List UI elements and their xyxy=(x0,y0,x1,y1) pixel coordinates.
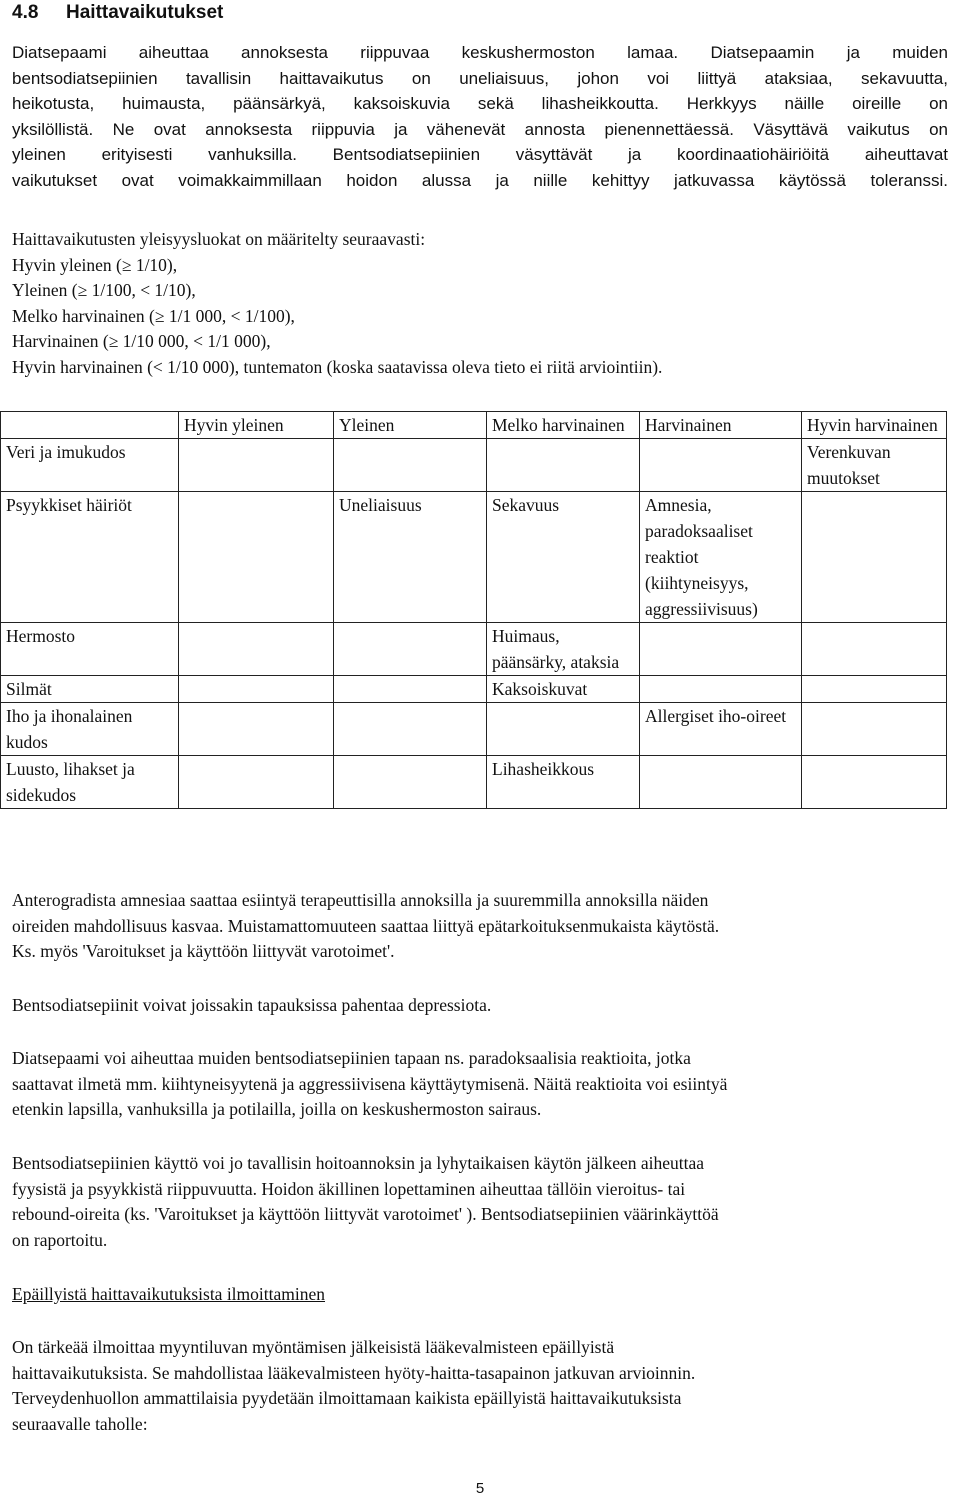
table-cell xyxy=(334,623,487,676)
paragraph-line: On tärkeää ilmoittaa myyntiluvan myöntämisen jälkeisistä lääkevalmisteen epäillyistä xyxy=(12,1337,615,1357)
table-cell xyxy=(802,756,947,809)
table-row-label: Silmät xyxy=(1,676,179,703)
table-cell: Lihasheikkous xyxy=(487,756,640,809)
table-cell xyxy=(334,439,487,492)
document-page xyxy=(12,0,948,377)
table-row-label: Iho ja ihonalainen kudos xyxy=(1,703,179,756)
paragraph-line: fyysistä ja psyykkistä riippuvuutta. Hoidon äkillinen lopettaminen aiheuttaa tällöin vieroitus- tai xyxy=(12,1178,686,1199)
table-row xyxy=(1,676,947,703)
table-cell xyxy=(802,623,947,676)
table-cell xyxy=(179,492,334,623)
table-header-cell: Melko harvinainen xyxy=(487,412,640,439)
table-cell xyxy=(334,676,487,703)
table-cell xyxy=(179,439,334,492)
section-title: Haittavaikutukset xyxy=(66,2,224,23)
reporting-paragraph xyxy=(12,1335,948,1437)
table-cell: Kaksoiskuvat xyxy=(487,676,640,703)
paragraph-line: Bentsodiatsepiinien käyttö voi jo tavallisin hoitoannoksin ja lyhytaikaisen käytön jälkeen aiheuttaa xyxy=(12,1153,705,1173)
frequency-definitions xyxy=(12,227,948,381)
depression-paragraph xyxy=(12,993,948,1019)
table-header-cell: Hyvin yleinen xyxy=(179,412,334,439)
table-row xyxy=(1,492,947,623)
table-cell: Sekavuus xyxy=(487,492,640,623)
paradoxical-paragraph xyxy=(12,1046,948,1123)
paragraph-line: oireiden mahdollisuus kasvaa. Muistamattomuuteen saattaa liittyä epätarkoituksenmukaista käytöstä. xyxy=(12,915,720,936)
table-cell xyxy=(179,623,334,676)
table-row-label: Veri ja imukudos xyxy=(1,439,179,492)
paragraph-line: on raportoitu. xyxy=(12,1229,108,1250)
table-cell xyxy=(334,703,487,756)
intro-line: yksilöllistä. Ne ovat annoksesta riippuvia ja vähenevät annosta pienennettäessä. Väsyttävä vaikutus on xyxy=(12,119,948,139)
table-header-cell: Hyvin harvinainen xyxy=(802,412,947,439)
table-header-cell: Yleinen xyxy=(334,412,487,439)
intro-line: Diatsepaami aiheuttaa annoksesta riippuvaa keskushermoston lamaa. Diatsepaamin ja muiden xyxy=(12,43,948,62)
paragraph-line: seuraavalle taholle: xyxy=(12,1413,148,1434)
paragraph-line: rebound-oireita (ks. 'Varoitukset ja käyttöön liittyvät varotoimet' ). Bentsodiatsepiinien väärinkäyttöä xyxy=(12,1204,719,1225)
table-cell xyxy=(334,756,487,809)
table-cell xyxy=(640,676,802,703)
table-row xyxy=(1,439,947,492)
frequency-line: Hyvin yleinen (≥ 1/10), xyxy=(12,254,178,275)
amnesia-paragraph xyxy=(12,888,948,965)
table-cell xyxy=(640,623,802,676)
frequency-line: Melko harvinainen (≥ 1/1 000, < 1/100), xyxy=(12,305,295,326)
table-row-label: Hermosto xyxy=(1,623,179,676)
table-cell: Uneliaisuus xyxy=(334,492,487,623)
table-row-label: Luusto, lihakset ja sidekudos xyxy=(1,756,179,809)
section-heading xyxy=(12,0,948,28)
table-row-label: Psyykkiset häiriöt xyxy=(1,492,179,623)
table-row xyxy=(1,703,947,756)
paragraph-line: Bentsodiatsepiinit voivat joissakin tapauksissa pahentaa depressiota. xyxy=(12,995,492,1015)
intro-line: heikotusta, huimausta, päänsärkyä, kaksoiskuvia sekä lihasheikkoutta. Herkkyys näille oireille on xyxy=(12,94,948,114)
page-number: 5 xyxy=(475,1480,485,1497)
paragraph-line: Terveydenhuollon ammattilaisia pyydetään ilmoittamaan kaikista epäillyistä haittavaikutuksista xyxy=(12,1388,682,1409)
paragraph-line: etenkin lapsilla, vanhuksilla ja potilailla, joilla on keskushermoston sairaus. xyxy=(12,1099,542,1120)
paragraph-line: Ks. myös 'Varoitukset ja käyttöön liittyvät varotoimet'. xyxy=(12,941,395,962)
intro-line: bentsodiatsepiinien tavallisin haittavaikutus on uneliaisuus, johon voi liittyä ataksiaa, sekavuutta, xyxy=(12,68,948,88)
paragraph-line: haittavaikutuksista. Se mahdollistaa lääkevalmisteen hyöty-haitta-tasapainon jatkuvan arvioinnin. xyxy=(12,1362,696,1383)
reporting-heading xyxy=(12,1282,948,1308)
adverse-effects-table xyxy=(0,411,947,809)
table-cell: Amnesia, paradoksaaliset reaktiot (kiihtyneisyys, aggressiivisuus) xyxy=(640,492,802,623)
table-cell: Verenkuvan muutokset xyxy=(802,439,947,492)
intro-line: vaikutukset ovat voimakkaimmillaan hoidon alussa ja niille kehittyy jatkuvassa käytössä toleranssi. xyxy=(12,170,948,190)
table-cell xyxy=(487,439,640,492)
table-cell xyxy=(179,703,334,756)
table-cell: Huimaus, päänsärky, ataksia xyxy=(487,623,640,676)
intro-paragraph xyxy=(12,40,948,194)
frequency-line: Haittavaikutusten yleisyysluokat on määritelty seuraavasti: xyxy=(12,229,426,249)
table-row xyxy=(1,756,947,809)
dependence-paragraph xyxy=(12,1151,948,1253)
table-cell: Allergiset iho-oireet xyxy=(640,703,802,756)
paragraph-line: Anterogradista amnesiaa saattaa esiintyä terapeuttisilla annoksilla ja suuremmilla annoksilla näiden xyxy=(12,890,709,910)
frequency-line: Harvinainen (≥ 1/10 000, < 1/1 000), xyxy=(12,331,271,352)
reporting-heading-text: Epäillyistä haittavaikutuksista ilmoittaminen xyxy=(12,1284,326,1304)
section-number: 4.8 xyxy=(12,2,39,23)
intro-line: yleinen erityisesti vanhuksilla. Bentsodiatsepiinien väsyttävät ja koordinaatiohäiriöitä aiheuttavat xyxy=(12,145,948,165)
table-cell xyxy=(179,676,334,703)
table-header-row xyxy=(1,412,947,439)
frequency-line: Yleinen (≥ 1/100, < 1/10), xyxy=(12,280,196,301)
paragraph-line: saattavat ilmetä mm. kiihtyneisyytenä ja aggressiivisena käyttäytymisenä. Näitä reaktioita voi esiintyä xyxy=(12,1073,728,1094)
table-cell xyxy=(802,676,947,703)
table-cell xyxy=(640,756,802,809)
table-cell xyxy=(179,756,334,809)
table-cell xyxy=(487,703,640,756)
table-cell xyxy=(802,703,947,756)
paragraph-line: Diatsepaami voi aiheuttaa muiden bentsodiatsepiinien tapaan ns. paradoksaalisia reaktioita, jotka xyxy=(12,1048,691,1068)
table-cell xyxy=(802,492,947,623)
table-cell xyxy=(640,439,802,492)
table-header-cell: Harvinainen xyxy=(640,412,802,439)
table-header-cell xyxy=(1,412,179,439)
table-row xyxy=(1,623,947,676)
frequency-line: Hyvin harvinainen (< 1/10 000), tuntematon (koska saatavissa oleva tieto ei riitä arviointiin). xyxy=(12,356,663,377)
